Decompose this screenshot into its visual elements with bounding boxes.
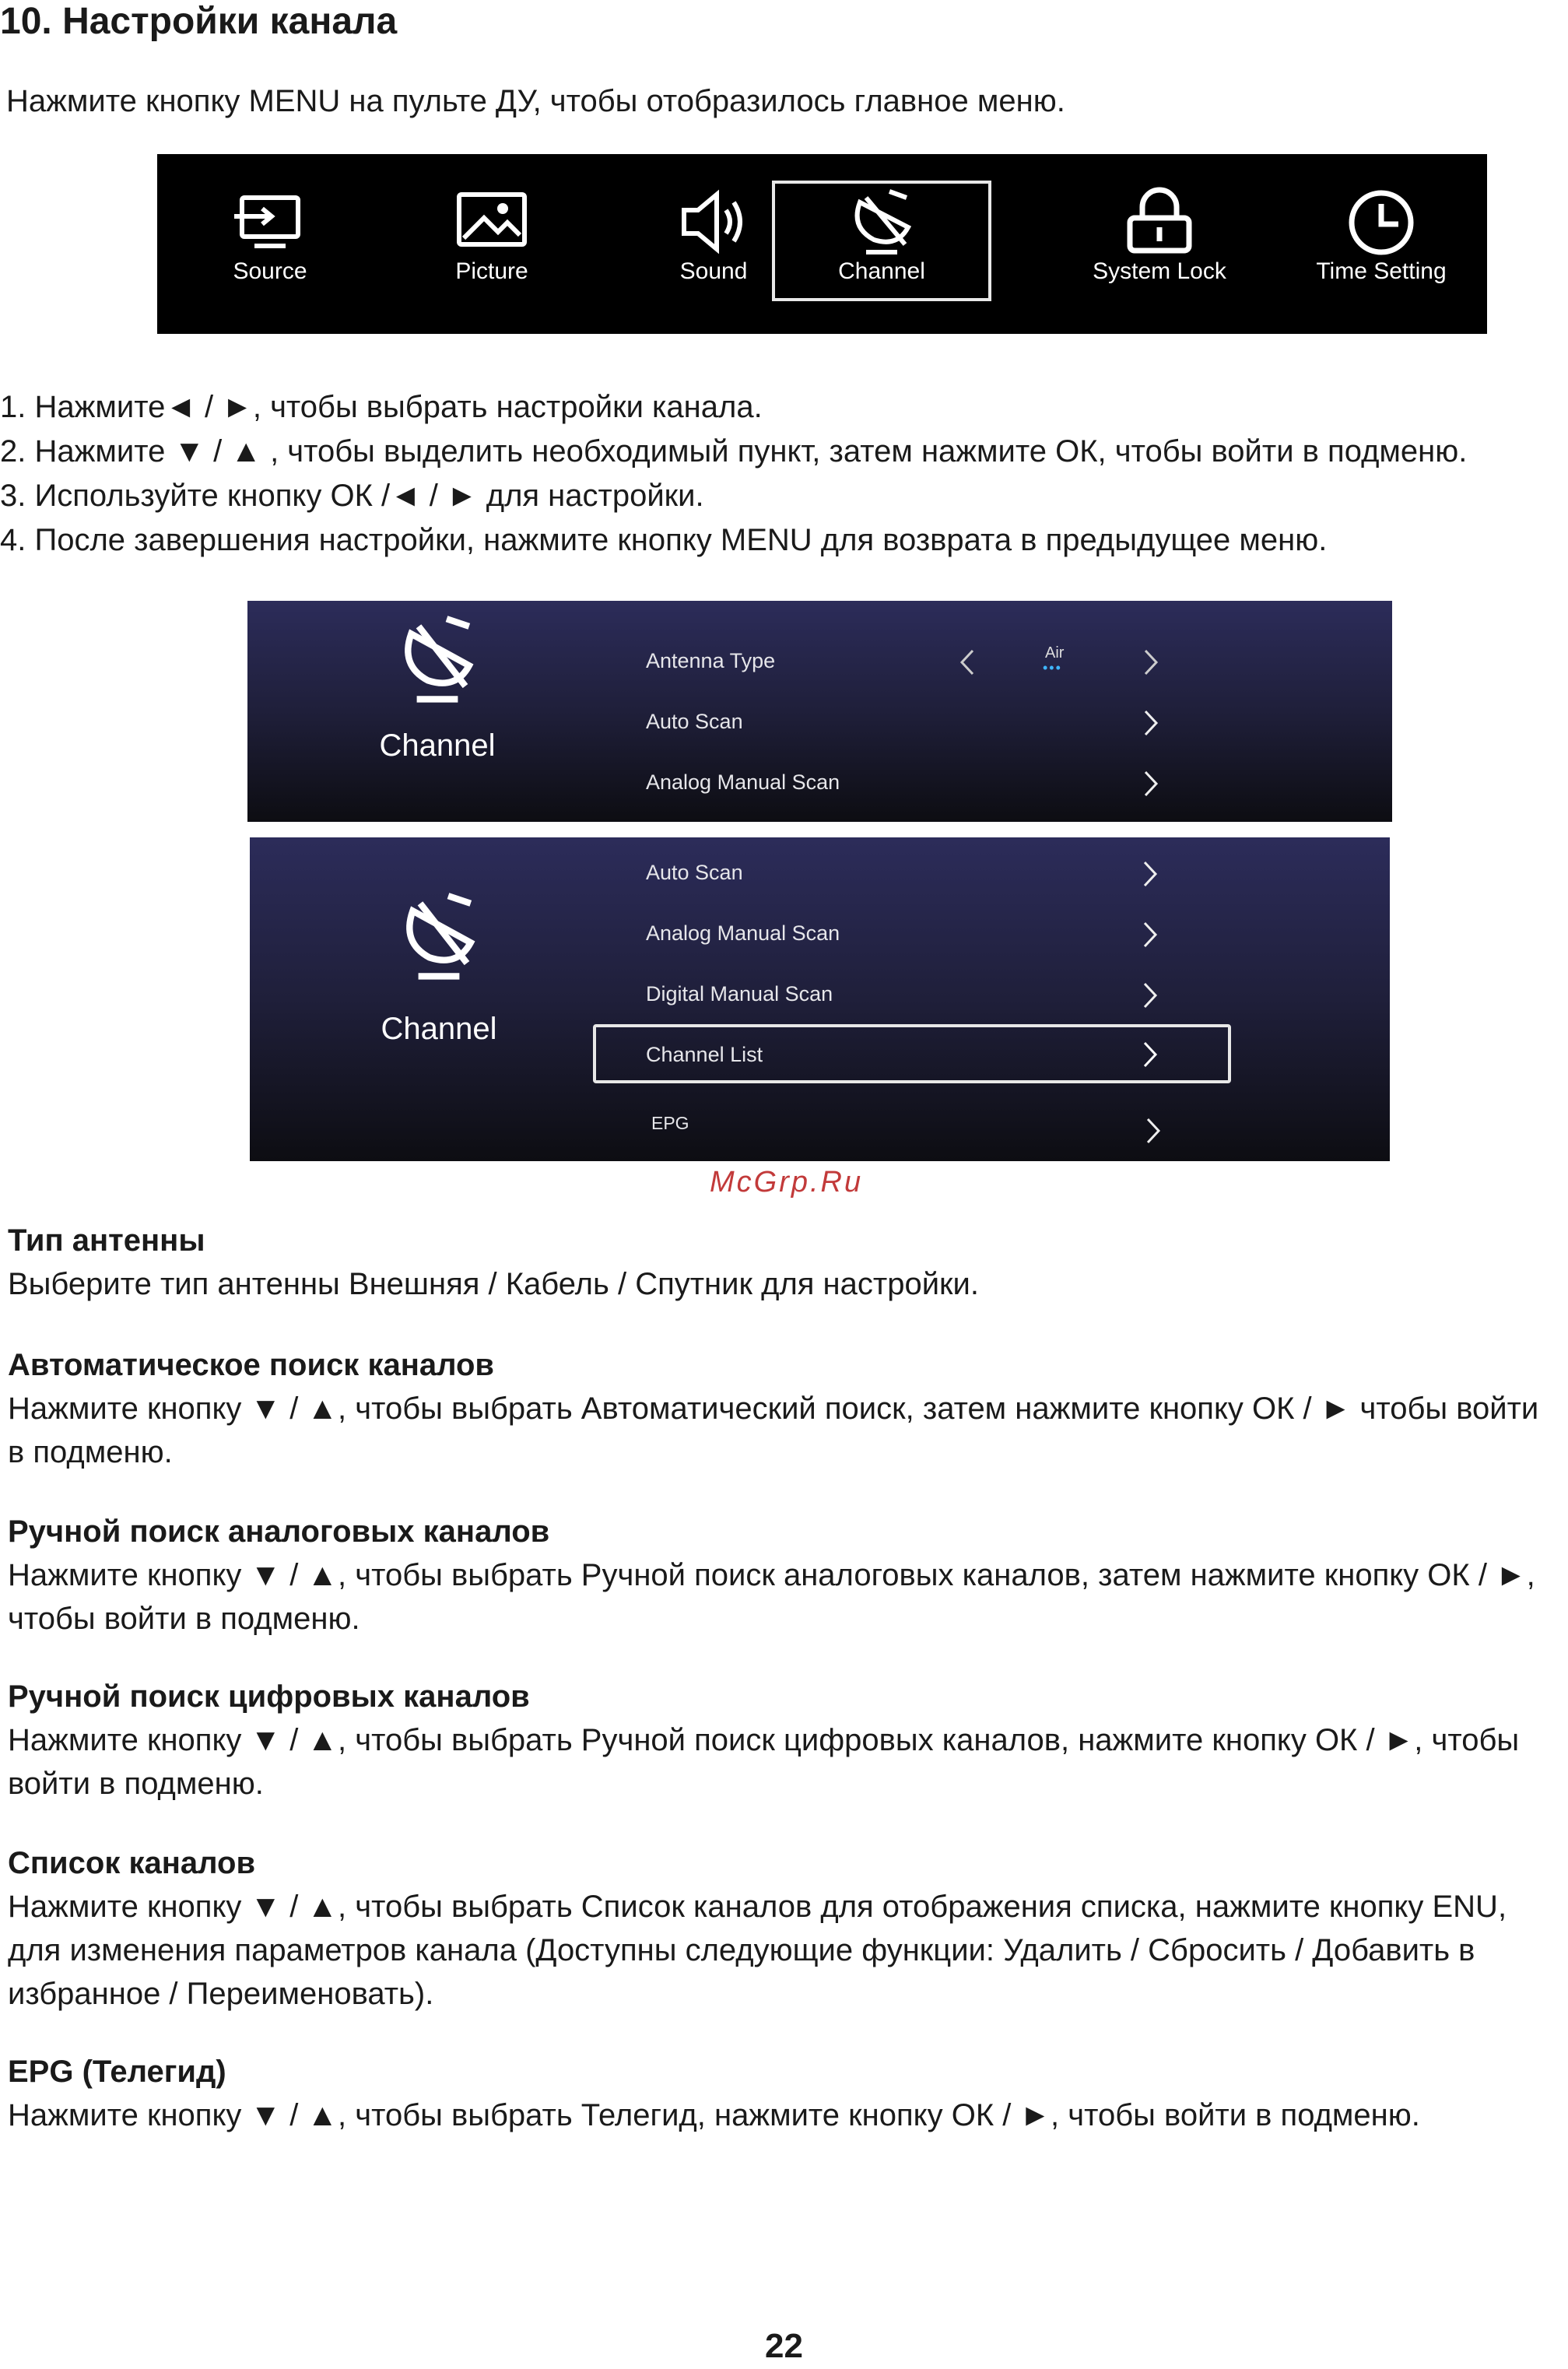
menu-row-auto-scan[interactable]: Auto Scan: [646, 861, 743, 884]
section-digital-manual-scan: [8, 1675, 1560, 1806]
menu-item-label: Time Setting: [1316, 258, 1447, 284]
channel-panel-2: [250, 837, 1390, 1161]
menu-item-source[interactable]: [173, 154, 367, 334]
section-channel-list: [8, 1841, 1560, 2016]
section-heading: Ручной поиск аналоговых каналов: [8, 1514, 550, 1549]
section-text: Нажмите кнопку ▼ / ▲, чтобы выбрать Телегид, нажмите кнопку ОК / ►, чтобы войти в подменю.: [8, 2098, 1420, 2132]
main-menu-bar: [157, 154, 1487, 334]
section-auto-scan: [8, 1343, 1560, 1474]
satellite-dish-icon: [392, 890, 486, 984]
satellite-dish-icon: [391, 613, 484, 707]
chevron-right-icon[interactable]: [1142, 981, 1159, 1010]
page-number: 22: [765, 2327, 803, 2365]
menu-row-analog-manual-scan[interactable]: Analog Manual Scan: [646, 921, 840, 945]
menu-item-label: System Lock: [1093, 258, 1226, 284]
chevron-right-icon[interactable]: [1142, 1040, 1159, 1069]
lock-icon: [1121, 187, 1198, 257]
page-title: 10. Настройки канала: [0, 1, 398, 42]
menu-item-label: Channel: [838, 258, 925, 284]
section-text: Нажмите кнопку ▼ / ▲, чтобы выбрать Список каналов для отображения списка, нажмите кнопку ENU, для изменения параметров канала (Доступны следующие функции: Удалить / Сбросить / Добавить в избранное / Переименовать).: [8, 1890, 1507, 2011]
antenna-type-label[interactable]: Antenna Type: [646, 649, 776, 672]
menu-item-system-lock[interactable]: [1062, 154, 1257, 334]
channel-panel-1: [247, 601, 1392, 822]
intro-text: Нажмите кнопку MENU на пульте ДУ, чтобы отобразилось главное меню.: [6, 84, 1065, 118]
section-heading: Тип антенны: [8, 1223, 205, 1258]
section-antenna-type: [8, 1219, 1560, 1306]
picture-icon: [453, 187, 531, 257]
menu-item-time-setting[interactable]: [1284, 154, 1479, 334]
section-text: Выберите тип антенны Внешняя / Кабель / Спутник для настройки.: [8, 1267, 980, 1301]
step-1: 1. Нажмите◄ / ►, чтобы выбрать настройки канала.: [0, 390, 763, 424]
menu-row-analog-manual-scan[interactable]: Analog Manual Scan: [646, 770, 840, 794]
menu-item-label: Sound: [679, 258, 748, 284]
section-text: Нажмите кнопку ▼ / ▲, чтобы выбрать Ручной поиск цифровых каналов, нажмите кнопку ОК / ►, чтобы войти в подменю.: [8, 1723, 1520, 1801]
step-3: 3. Используйте кнопку ОК /◄ / ► для настройки.: [0, 479, 704, 513]
clock-icon: [1342, 187, 1420, 257]
chevron-left-icon[interactable]: [959, 648, 976, 677]
section-heading: Автоматическое поиск каналов: [8, 1348, 495, 1382]
section-epg: [8, 2050, 1560, 2137]
section-heading: Ручной поиск цифровых каналов: [8, 1679, 530, 1714]
satellite-dish-icon: [843, 187, 921, 257]
chevron-right-icon[interactable]: [1142, 769, 1159, 798]
section-text: Нажмите кнопку ▼ / ▲, чтобы выбрать Автоматический поиск, затем нажмите кнопку ОК / ► чтобы войти в подменю.: [8, 1392, 1539, 1469]
panel-title: Channel: [381, 1012, 497, 1046]
antenna-type-dots: •••: [1043, 660, 1062, 676]
menu-row-channel-list[interactable]: Channel List: [646, 1043, 763, 1066]
menu-row-epg[interactable]: EPG: [651, 1113, 689, 1133]
chevron-right-icon[interactable]: [1142, 708, 1159, 738]
section-analog-manual-scan: [8, 1510, 1560, 1641]
menu-item-picture[interactable]: [395, 154, 589, 334]
menu-row-auto-scan[interactable]: Auto Scan: [646, 710, 743, 733]
step-2: 2. Нажмите ▼ / ▲ , чтобы выделить необходимый пункт, затем нажмите ОК, чтобы войти в подменю.: [0, 434, 1468, 469]
panel-title: Channel: [379, 728, 496, 763]
section-heading: Список каналов: [8, 1846, 256, 1880]
section-text: Нажмите кнопку ▼ / ▲, чтобы выбрать Ручной поиск аналоговых каналов, затем нажмите кнопку ОК / ►, чтобы войти в подменю.: [8, 1558, 1535, 1636]
menu-item-label: Source: [233, 258, 307, 284]
watermark: McGrp.Ru: [710, 1166, 864, 1199]
section-heading: EPG (Телегид): [8, 2055, 226, 2089]
sound-icon: [675, 187, 752, 257]
chevron-right-icon[interactable]: [1145, 1116, 1162, 1146]
antenna-type-value: Air: [1045, 644, 1065, 662]
menu-item-label: Picture: [455, 258, 528, 284]
chevron-right-icon[interactable]: [1142, 648, 1159, 677]
step-4: 4. После завершения настройки, нажмите кнопку MENU для возврата в предыдущее меню.: [0, 523, 1328, 557]
menu-item-channel[interactable]: [772, 181, 991, 301]
chevron-right-icon[interactable]: [1142, 920, 1159, 949]
menu-row-digital-manual-scan[interactable]: Digital Manual Scan: [646, 982, 833, 1006]
source-icon: [231, 187, 309, 257]
chevron-right-icon[interactable]: [1142, 859, 1159, 889]
steps-list: [0, 385, 1467, 563]
